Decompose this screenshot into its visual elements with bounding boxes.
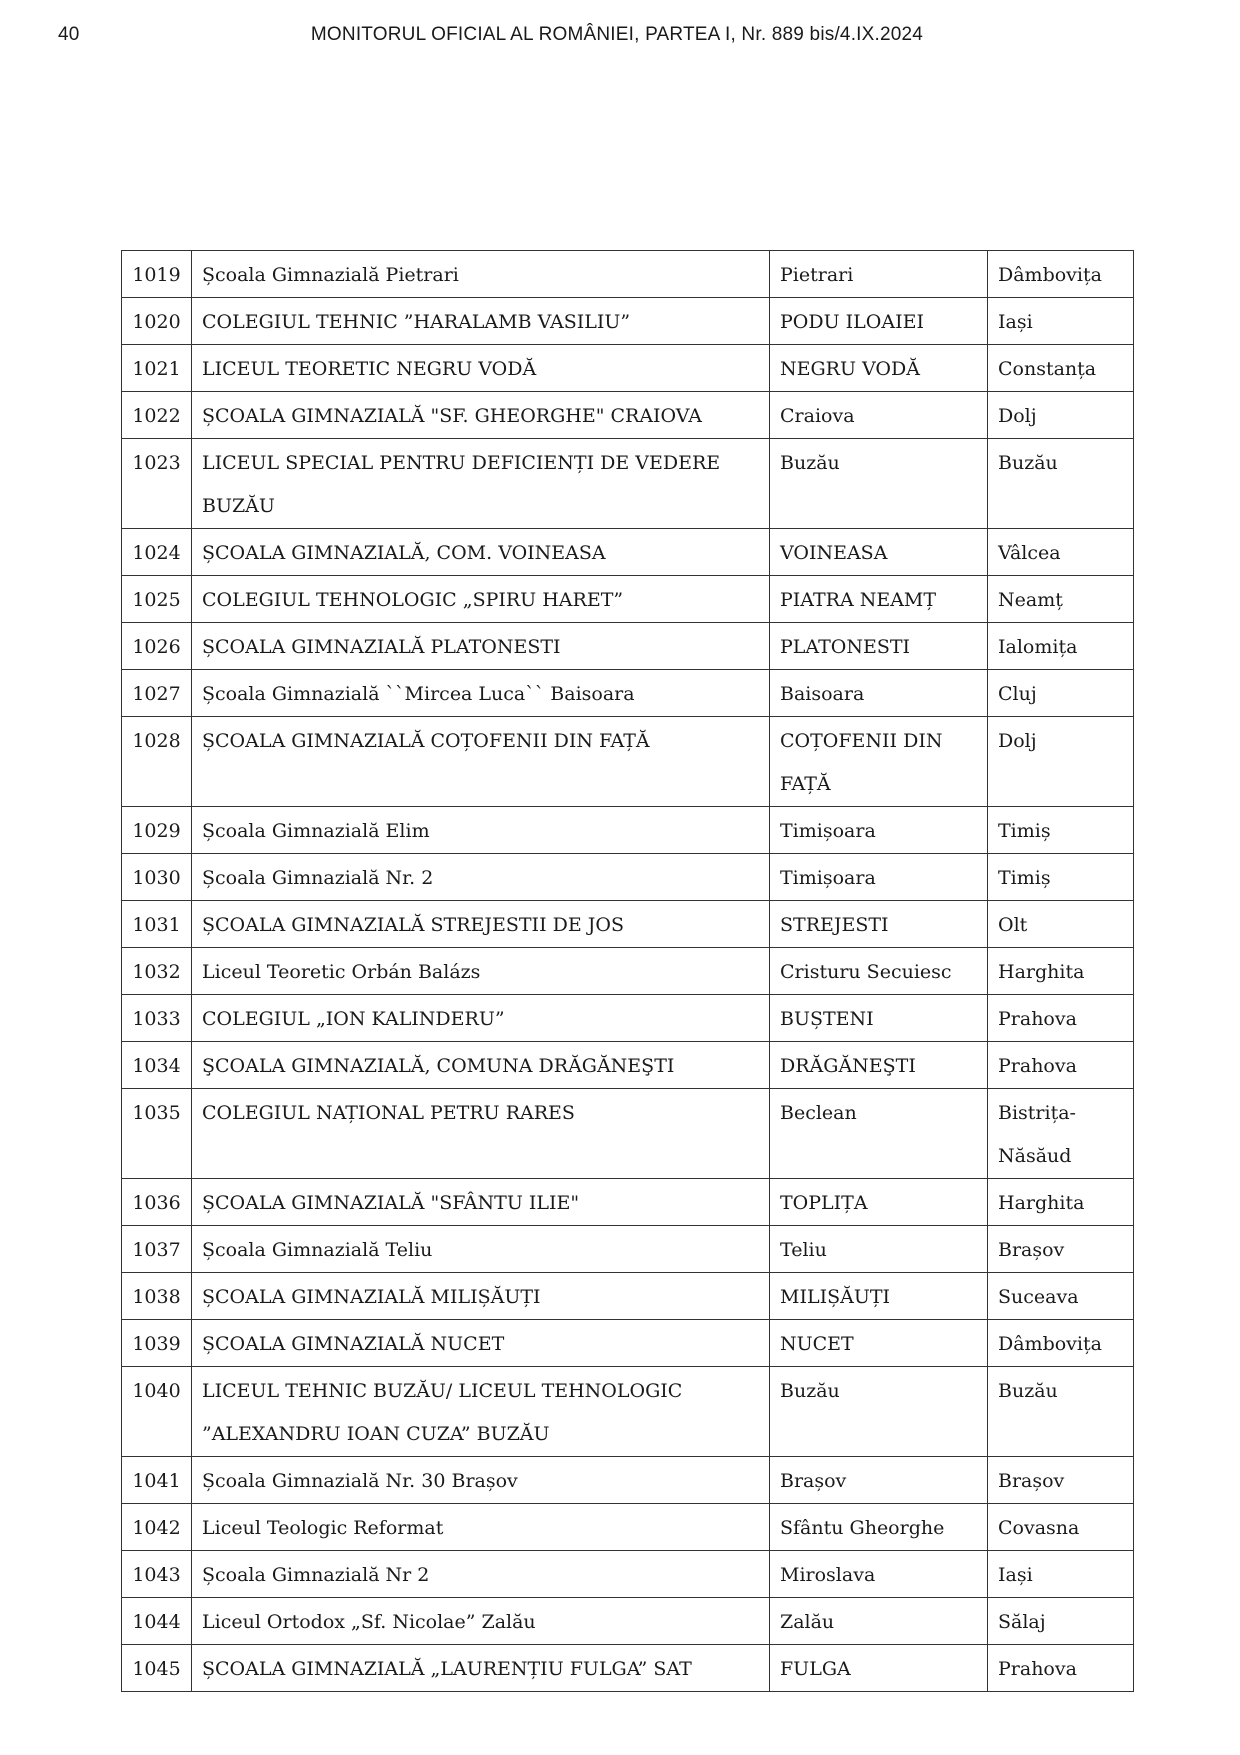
school-name: ŞCOALA GIMNAZIALĂ, COMUNA DRĂGĂNEŞTI (202, 1055, 675, 1077)
table-row (122, 1089, 1134, 1179)
county: Bistrița-Năsăud (998, 1102, 1076, 1167)
table-row (122, 670, 1134, 717)
school-name-cell (192, 670, 770, 717)
row-number: 1032 (132, 961, 181, 983)
table-row (122, 1645, 1134, 1692)
page-number: 40 (58, 24, 80, 45)
county: Iași (998, 311, 1033, 333)
school-name: ȘCOALA GIMNAZIALĂ COȚOFENII DIN FAȚĂ (202, 730, 650, 752)
locality-cell (770, 576, 988, 623)
locality-cell (770, 995, 988, 1042)
school-name: ȘCOALA GIMNAZIALĂ „LAURENȚIU FULGA” SAT (202, 1658, 692, 1680)
county-cell (988, 1042, 1134, 1089)
county-cell (988, 1598, 1134, 1645)
row-number-cell (122, 901, 192, 948)
schools-table (121, 250, 1134, 1692)
county-cell (988, 670, 1134, 717)
row-number-cell (122, 439, 192, 529)
locality-cell (770, 1645, 988, 1692)
school-name-cell (192, 995, 770, 1042)
county-cell (988, 1645, 1134, 1692)
table-row (122, 1320, 1134, 1367)
school-name: Școala Gimnazială Pietrari (202, 264, 459, 286)
county-cell (988, 1504, 1134, 1551)
county-cell (988, 948, 1134, 995)
locality-cell (770, 1042, 988, 1089)
row-number-cell (122, 948, 192, 995)
schools-table-body (122, 251, 1134, 1692)
school-name: Școala Gimnazială Nr 2 (202, 1564, 430, 1586)
school-name-cell (192, 1457, 770, 1504)
school-name: ȘCOALA GIMNAZIALĂ STREJESTII DE JOS (202, 914, 624, 936)
county-cell (988, 854, 1134, 901)
row-number-cell (122, 392, 192, 439)
county-cell (988, 392, 1134, 439)
school-name-cell (192, 1504, 770, 1551)
table-row (122, 854, 1134, 901)
row-number: 1042 (132, 1517, 181, 1539)
locality: Zalău (780, 1611, 835, 1633)
row-number-cell (122, 854, 192, 901)
county: Vâlcea (998, 542, 1061, 564)
table-row (122, 1551, 1134, 1598)
school-name-cell (192, 392, 770, 439)
school-name-cell (192, 1042, 770, 1089)
locality-cell (770, 392, 988, 439)
row-number: 1045 (132, 1658, 181, 1680)
county-cell (988, 901, 1134, 948)
table-row (122, 1179, 1134, 1226)
row-number-cell (122, 1645, 192, 1692)
table-row (122, 1042, 1134, 1089)
locality: PIATRA NEAMȚ (780, 589, 937, 611)
locality-cell (770, 529, 988, 576)
county-cell (988, 807, 1134, 854)
school-name: ȘCOALA GIMNAZIALĂ NUCET (202, 1333, 505, 1355)
county: Constanța (998, 358, 1097, 380)
county-cell (988, 1320, 1134, 1367)
locality: Pietrari (780, 264, 854, 286)
table-row (122, 948, 1134, 995)
county: Buzău (998, 1380, 1058, 1402)
table-row (122, 1226, 1134, 1273)
row-number-cell (122, 1457, 192, 1504)
row-number-cell (122, 576, 192, 623)
county: Neamț (998, 589, 1063, 611)
table-row (122, 1457, 1134, 1504)
locality-cell (770, 1504, 988, 1551)
county: Prahova (998, 1008, 1077, 1030)
county: Dolj (998, 405, 1037, 427)
table-row (122, 576, 1134, 623)
locality: MILIȘĂUȚI (780, 1286, 891, 1308)
row-number-cell (122, 995, 192, 1042)
locality-cell (770, 1089, 988, 1179)
row-number: 1021 (132, 358, 181, 380)
locality: Timișoara (780, 820, 876, 842)
county: Dâmbovița (998, 1333, 1102, 1355)
row-number: 1027 (132, 683, 181, 705)
row-number: 1035 (132, 1102, 181, 1124)
county: Buzău (998, 452, 1058, 474)
table-row (122, 298, 1134, 345)
locality-cell (770, 948, 988, 995)
table-row (122, 717, 1134, 807)
row-number: 1036 (132, 1192, 181, 1214)
school-name-cell (192, 1226, 770, 1273)
school-name-cell (192, 1645, 770, 1692)
table-row (122, 1598, 1134, 1645)
school-name-cell (192, 251, 770, 298)
school-name: ȘCOALA GIMNAZIALĂ PLATONESTI (202, 636, 561, 658)
table-row (122, 1273, 1134, 1320)
row-number-cell (122, 1042, 192, 1089)
row-number-cell (122, 345, 192, 392)
school-name-cell (192, 623, 770, 670)
school-name-cell (192, 1551, 770, 1598)
school-name: ȘCOALA GIMNAZIALĂ "SF. GHEORGHE" CRAIOVA (202, 405, 702, 427)
locality: Miroslava (780, 1564, 876, 1586)
row-number-cell (122, 717, 192, 807)
school-name-cell (192, 1598, 770, 1645)
county: Olt (998, 914, 1028, 936)
table-row (122, 439, 1134, 529)
publication-title: MONITORUL OFICIAL AL ROMÂNIEI, PARTEA I, Nr. 889 bis/4.IX.2024 (310, 24, 924, 45)
table-row (122, 1367, 1134, 1457)
locality: Brașov (780, 1470, 847, 1492)
locality: BUȘTENI (780, 1008, 874, 1030)
county: Timiș (998, 820, 1051, 842)
row-number: 1038 (132, 1286, 181, 1308)
locality: Buzău (780, 452, 840, 474)
row-number: 1025 (132, 589, 181, 611)
school-name: Liceul Teologic Reformat (202, 1517, 444, 1539)
row-number-cell (122, 529, 192, 576)
county-cell (988, 1179, 1134, 1226)
county: Dolj (998, 730, 1037, 752)
locality: Beclean (780, 1102, 857, 1124)
row-number: 1034 (132, 1055, 181, 1077)
row-number: 1033 (132, 1008, 181, 1030)
table-row (122, 901, 1134, 948)
county: Cluj (998, 683, 1037, 705)
locality: DRĂGĂNEŞTI (780, 1055, 916, 1077)
county: Sălaj (998, 1611, 1046, 1633)
school-name-cell (192, 901, 770, 948)
locality: Cristuru Secuiesc (780, 961, 952, 983)
school-name-cell (192, 345, 770, 392)
county-cell (988, 1367, 1134, 1457)
locality-cell (770, 1226, 988, 1273)
table-row (122, 529, 1134, 576)
county-cell (988, 1089, 1134, 1179)
county: Brașov (998, 1470, 1065, 1492)
table-row (122, 345, 1134, 392)
locality-cell (770, 901, 988, 948)
table-row (122, 1504, 1134, 1551)
locality: Teliu (780, 1239, 827, 1261)
row-number-cell (122, 1598, 192, 1645)
county-cell (988, 439, 1134, 529)
row-number-cell (122, 1089, 192, 1179)
county-cell (988, 1457, 1134, 1504)
school-name: Liceul Ortodox „Sf. Nicolae” Zalău (202, 1611, 536, 1633)
row-number: 1043 (132, 1564, 181, 1586)
locality-cell (770, 807, 988, 854)
school-name: Școala Gimnazială Nr. 2 (202, 867, 434, 889)
school-name: ȘCOALA GIMNAZIALĂ "SFÂNTU ILIE" (202, 1192, 580, 1214)
school-name: LICEUL SPECIAL PENTRU DEFICIENȚI DE VEDERE BUZĂU (202, 452, 721, 517)
locality: VOINEASA (780, 542, 888, 564)
row-number-cell (122, 1320, 192, 1367)
locality-cell (770, 298, 988, 345)
locality: NUCET (780, 1333, 854, 1355)
row-number: 1020 (132, 311, 181, 333)
table-row (122, 995, 1134, 1042)
locality: NEGRU VODĂ (780, 358, 920, 380)
school-name-cell (192, 529, 770, 576)
row-number: 1023 (132, 452, 181, 474)
locality-cell (770, 251, 988, 298)
school-name-cell (192, 948, 770, 995)
table-row (122, 392, 1134, 439)
county: Harghita (998, 1192, 1085, 1214)
county-cell (988, 576, 1134, 623)
row-number: 1029 (132, 820, 181, 842)
school-name: ȘCOALA GIMNAZIALĂ MILIȘĂUȚI (202, 1286, 541, 1308)
row-number-cell (122, 807, 192, 854)
school-name-cell (192, 717, 770, 807)
locality: FULGA (780, 1658, 851, 1680)
locality: Timișoara (780, 867, 876, 889)
table-row (122, 251, 1134, 298)
school-name-cell (192, 1320, 770, 1367)
county-cell (988, 717, 1134, 807)
running-header (0, 24, 1240, 46)
locality-cell (770, 1457, 988, 1504)
row-number-cell (122, 1504, 192, 1551)
locality: Craiova (780, 405, 855, 427)
locality-cell (770, 623, 988, 670)
school-name: LICEUL TEORETIC NEGRU VODĂ (202, 358, 537, 380)
table-row (122, 807, 1134, 854)
row-number: 1028 (132, 730, 181, 752)
county-cell (988, 995, 1134, 1042)
school-name: Școala Gimnazială ``Mircea Luca`` Baisoara (202, 683, 635, 705)
locality-cell (770, 1367, 988, 1457)
locality: COȚOFENII DIN FAȚĂ (780, 730, 943, 795)
county-cell (988, 529, 1134, 576)
row-number: 1031 (132, 914, 181, 936)
locality-cell (770, 1179, 988, 1226)
row-number: 1039 (132, 1333, 181, 1355)
county-cell (988, 251, 1134, 298)
locality: PLATONESTI (780, 636, 911, 658)
county: Ialomița (998, 636, 1078, 658)
school-name: Școala Gimnazială Teliu (202, 1239, 433, 1261)
locality: TOPLIȚA (780, 1192, 868, 1214)
row-number-cell (122, 1273, 192, 1320)
locality-cell (770, 1320, 988, 1367)
school-name-cell (192, 439, 770, 529)
row-number: 1044 (132, 1611, 181, 1633)
school-name: COLEGIUL TEHNOLOGIC „SPIRU HARET” (202, 589, 624, 611)
locality-cell (770, 1598, 988, 1645)
school-name: COLEGIUL TEHNIC ”HARALAMB VASILIU” (202, 311, 631, 333)
school-name-cell (192, 807, 770, 854)
school-name-cell (192, 1089, 770, 1179)
row-number: 1030 (132, 867, 181, 889)
row-number-cell (122, 1367, 192, 1457)
school-name-cell (192, 854, 770, 901)
county: Prahova (998, 1658, 1077, 1680)
county: Dâmbovița (998, 264, 1102, 286)
locality: Buzău (780, 1380, 840, 1402)
school-name-cell (192, 1367, 770, 1457)
row-number-cell (122, 670, 192, 717)
county: Iași (998, 1564, 1033, 1586)
locality-cell (770, 1273, 988, 1320)
row-number: 1026 (132, 636, 181, 658)
county: Suceava (998, 1286, 1079, 1308)
row-number-cell (122, 1226, 192, 1273)
county: Brașov (998, 1239, 1065, 1261)
row-number: 1037 (132, 1239, 181, 1261)
school-name-cell (192, 1179, 770, 1226)
locality-cell (770, 670, 988, 717)
county-cell (988, 345, 1134, 392)
row-number-cell (122, 298, 192, 345)
locality-cell (770, 854, 988, 901)
row-number: 1022 (132, 405, 181, 427)
county-cell (988, 1226, 1134, 1273)
school-name: Liceul Teoretic Orbán Balázs (202, 961, 481, 983)
row-number-cell (122, 1551, 192, 1598)
locality: Sfântu Gheorghe (780, 1517, 945, 1539)
locality: Baisoara (780, 683, 865, 705)
school-name-cell (192, 1273, 770, 1320)
school-name: Școala Gimnazială Nr. 30 Brașov (202, 1470, 518, 1492)
row-number: 1041 (132, 1470, 181, 1492)
row-number: 1024 (132, 542, 181, 564)
school-name: COLEGIUL „ION KALINDERU” (202, 1008, 505, 1030)
school-name-cell (192, 298, 770, 345)
locality: PODU ILOAIEI (780, 311, 924, 333)
county: Harghita (998, 961, 1085, 983)
school-name: COLEGIUL NAȚIONAL PETRU RARES (202, 1102, 575, 1124)
county-cell (988, 623, 1134, 670)
county-cell (988, 1273, 1134, 1320)
row-number: 1040 (132, 1380, 181, 1402)
row-number-cell (122, 1179, 192, 1226)
school-name: Școala Gimnazială Elim (202, 820, 430, 842)
school-name: LICEUL TEHNIC BUZĂU/ LICEUL TEHNOLOGIC ”ALEXANDRU IOAN CUZA” BUZĂU (202, 1380, 683, 1445)
table-row (122, 623, 1134, 670)
row-number-cell (122, 251, 192, 298)
county-cell (988, 1551, 1134, 1598)
county: Covasna (998, 1517, 1080, 1539)
locality-cell (770, 1551, 988, 1598)
county-cell (988, 298, 1134, 345)
locality: STREJESTI (780, 914, 889, 936)
locality-cell (770, 439, 988, 529)
row-number-cell (122, 623, 192, 670)
school-name: ȘCOALA GIMNAZIALĂ, COM. VOINEASA (202, 542, 606, 564)
locality-cell (770, 345, 988, 392)
county: Timiș (998, 867, 1051, 889)
locality-cell (770, 717, 988, 807)
school-name-cell (192, 576, 770, 623)
row-number: 1019 (132, 264, 181, 286)
county: Prahova (998, 1055, 1077, 1077)
